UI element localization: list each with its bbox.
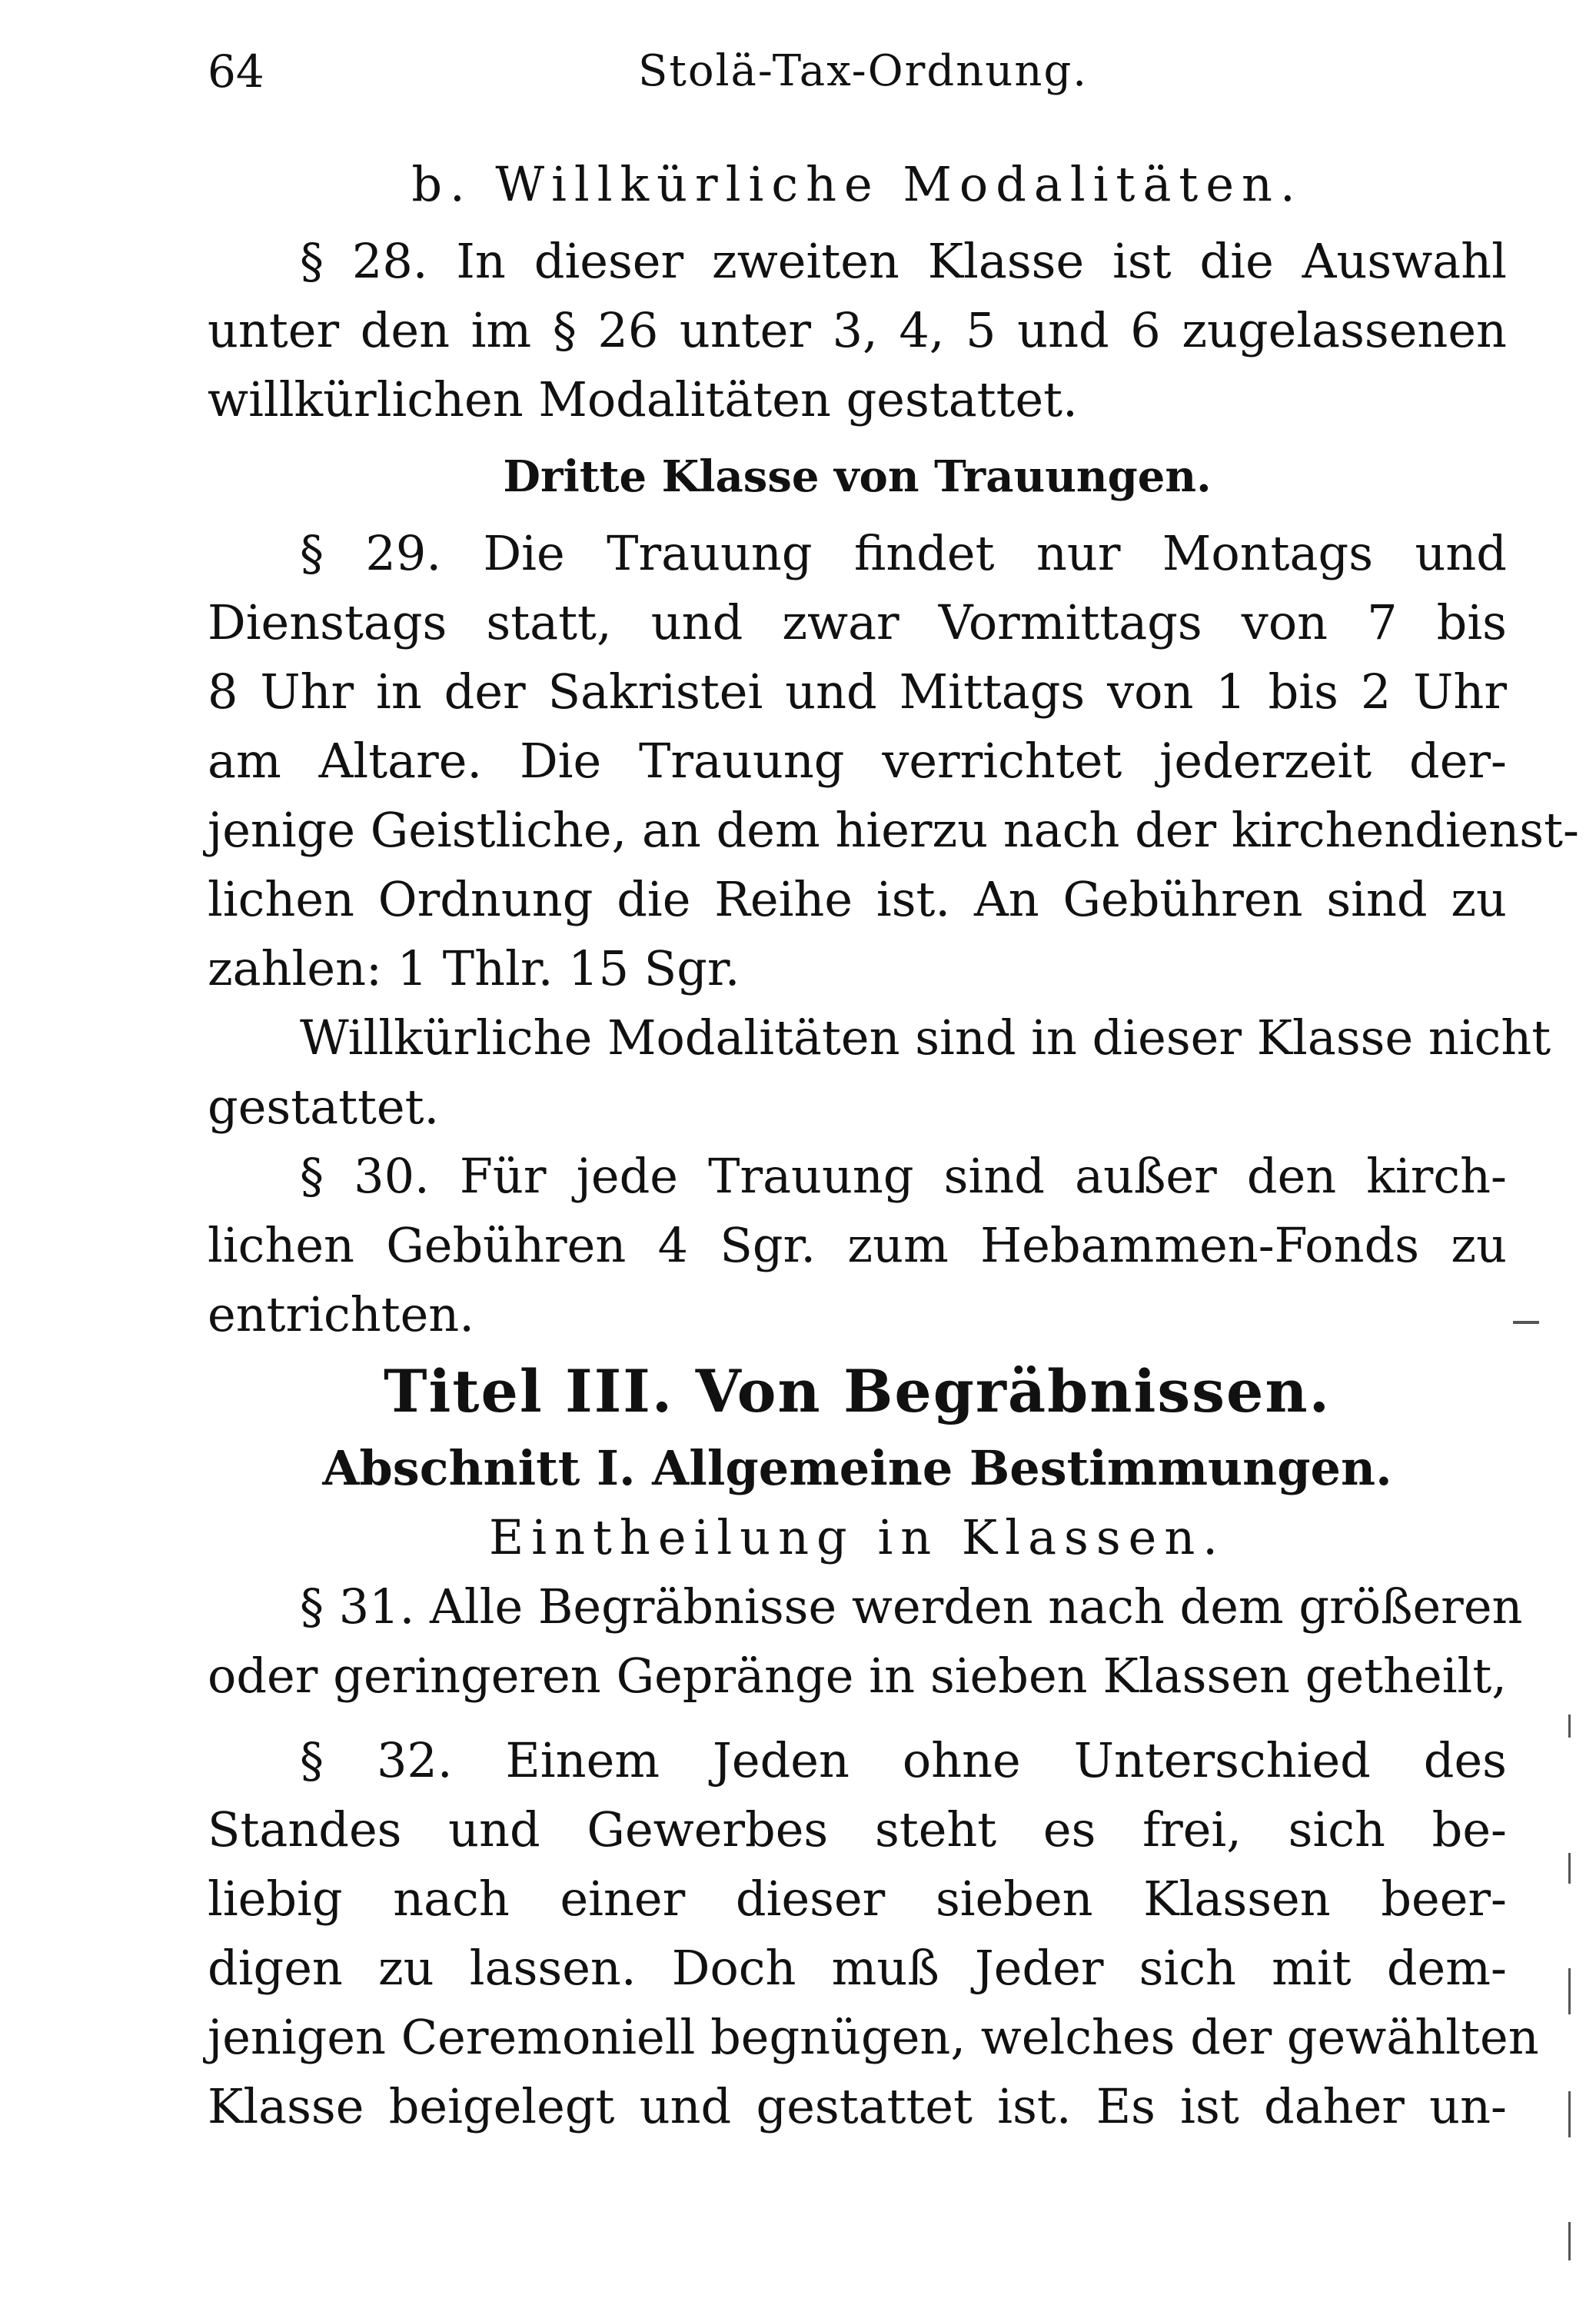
text-line: Dritte Klasse von Trauungen. xyxy=(503,451,1212,502)
text-line: gestattet. xyxy=(208,1079,440,1135)
text-line: am Altare. Die Trauung verrichtet jederzeit der- xyxy=(208,733,1507,789)
text-line: § 29. Die Trauung findet nur Montags und xyxy=(300,525,1507,581)
text-line: § 30. Für jede Trauung sind außer den kirch- xyxy=(300,1148,1507,1204)
scan-mark xyxy=(1568,1853,1571,1884)
text-line: lichen Ordnung die Reihe ist. An Gebühren sind zu xyxy=(208,871,1507,927)
text-line: Eintheilung in Klassen. xyxy=(488,1509,1225,1565)
text-line: oder geringeren Gepränge in sieben Klassen getheilt, xyxy=(208,1648,1507,1704)
text-line: b. Willkürliche Modalitäten. xyxy=(411,156,1303,212)
page-header xyxy=(208,37,1507,106)
text-line: digen zu lassen. Doch muß Jeder sich mit dem- xyxy=(208,1940,1507,1996)
scan-mark xyxy=(1568,1968,1571,2014)
page-number: 64 xyxy=(208,45,264,98)
text-line: willkürlichen Modalitäten gestattet. xyxy=(208,371,1078,427)
text-line: zahlen: 1 Thlr. 15 Sgr. xyxy=(208,940,740,996)
text-line: Standes und Gewerbes steht es frei, sich be- xyxy=(208,1801,1507,1858)
text-line: lichen Gebühren 4 Sgr. zum Hebammen-Fonds zu xyxy=(208,1217,1507,1273)
text-line: entrichten. xyxy=(208,1286,474,1342)
text-line: Willkürliche Modalitäten sind in dieser Klasse nicht xyxy=(300,1009,1551,1066)
text-line: 8 Uhr in der Sakristei und Mittags von 1 bis 2 Uhr xyxy=(208,664,1507,720)
text-line: jenigen Ceremoniell begnügen, welches der gewählten xyxy=(208,2009,1539,2065)
scan-mark xyxy=(1513,1321,1539,1324)
text-line: unter den im § 26 unter 3, 4, 5 und 6 zugelassenen xyxy=(208,302,1507,358)
text-line: § 32. Einem Jeden ohne Unterschied des xyxy=(300,1732,1507,1788)
text-line: Klasse beigelegt und gestattet ist. Es ist daher un- xyxy=(208,2078,1507,2134)
running-head: Stolä-Tax-Ordnung. xyxy=(638,46,1089,96)
text-line: § 31. Alle Begräbnisse werden nach dem größeren xyxy=(300,1578,1523,1635)
text-line: Abschnitt I. Allgemeine Bestimmungen. xyxy=(322,1440,1392,1496)
text-line: § 28. In dieser zweiten Klasse ist die Auswahl xyxy=(300,233,1507,289)
scan-mark xyxy=(1568,2091,1571,2137)
scan-mark xyxy=(1568,1715,1571,1738)
text-line: Titel III. Von Begräbnissen. xyxy=(383,1357,1332,1425)
scan-mark xyxy=(1568,2222,1571,2260)
text-line: Dienstags statt, und zwar Vormittags von 7 bis xyxy=(208,594,1507,650)
text-line: jenige Geistliche, an dem hierzu nach der kirchendienst- xyxy=(208,802,1579,858)
text-line: liebig nach einer dieser sieben Klassen beer- xyxy=(208,1871,1507,1927)
